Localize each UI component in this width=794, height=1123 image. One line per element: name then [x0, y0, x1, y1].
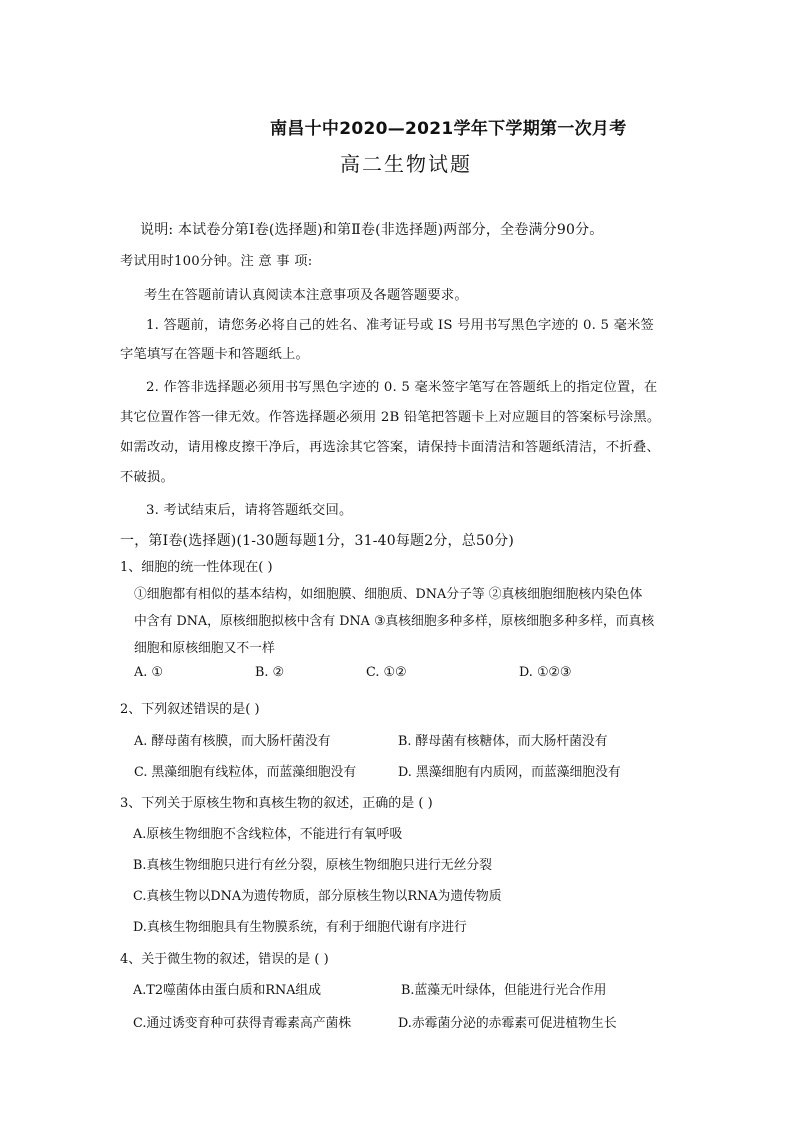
question-2-stem: 2、下列叙述错误的是( ) — [120, 702, 260, 717]
instruction-item1-line2: 字笔填写在答题卡和答题纸上。 — [120, 347, 309, 362]
instruction-item2-line2: 其它位置作答一律无效。作答选择题必须用 2B 铅笔把答题卡上对应题目的答案标号涂黑。 — [120, 410, 661, 425]
question-3-option-c: C.真核生物以DNA为遗传物质，部分原核生物以RNA为遗传物质 — [133, 889, 502, 904]
question-2-option-d: D. 黑藻细胞有内质网，而蓝藻细胞没有 — [398, 765, 621, 780]
instructions-line1: 说明: 本试卷分第Ⅰ卷(选择题)和第Ⅱ卷(非选择题)两部分，全卷满分90分。 — [140, 222, 604, 238]
question-1-option-c: C. ①② — [366, 665, 407, 680]
question-2-option-a: A. 酵母菌有核膜，而大肠杆菌没有 — [134, 734, 331, 749]
question-1-desc-line2: 中含有 DNA，原核细胞拟核中含有 DNA ③真核细胞多种多样，原核细胞多种多样，而真核 — [134, 614, 655, 629]
exam-title: 南昌十中2020—2021学年下学期第一次月考 — [270, 119, 627, 139]
instruction-item1-line1: 1. 答题前，请您务必将自己的姓名、准考证号或 IS 号用书写黑色字迹的 0. 5 毫米签 — [146, 318, 655, 333]
question-4-option-b: B.蓝藻无叶绿体，但能进行光合作用 — [401, 983, 607, 998]
question-3-option-d: D.真核生物细胞具有生物膜系统，有利于细胞代谢有序进行 — [133, 920, 467, 935]
section-heading: 一，第Ⅰ卷(选择题)(1-30题每题1分，31-40每题2分，总50分) — [120, 533, 515, 549]
exam-subtitle: 高二生物试题 — [340, 152, 472, 176]
instructions-line2: 考试用时100分钟。注 意 事 项: — [120, 254, 313, 269]
question-2-option-b: B. 酵母菌有核糖体，而大肠杆菌没有 — [398, 734, 608, 749]
question-2-option-c: C. 黑藻细胞有线粒体，而蓝藻细胞没有 — [134, 765, 357, 780]
question-4-stem: 4、关于微生物的叙述，错误的是 ( ) — [120, 952, 329, 967]
instruction-item3: 3. 考试结束后，请将答题纸交回。 — [146, 503, 353, 518]
instruction-item2-line4: 不破损。 — [120, 470, 174, 485]
question-1-option-d: D. ①②③ — [519, 665, 572, 680]
question-3-option-b: B.真核生物细胞只进行有丝分裂，原核生物细胞只进行无丝分裂 — [133, 858, 492, 873]
question-4-option-c: C.通过诱变育种可获得青霉素高产菌株 — [133, 1016, 352, 1031]
question-1-stem: 1、细胞的统一性体现在( ) — [120, 560, 273, 575]
instruction-item2-line3: 如需改动，请用橡皮擦干净后，再选涂其它答案，请保持卡面清洁和答题纸清洁，不折叠、 — [120, 440, 660, 455]
instructions-notice: 考生在答题前请认真阅读本注意事项及各题答题要求。 — [144, 288, 468, 303]
question-3-option-a: A.原核生物细胞不含线粒体，不能进行有氧呼吸 — [133, 827, 403, 842]
question-1-desc-line1: ①细胞都有相似的基本结构，如细胞膜、细胞质、DNA分子等 ②真核细胞细胞核内染色体 — [134, 587, 643, 602]
question-3-stem: 3、下列关于原核生物和真核生物的叙述，正确的是 ( ) — [120, 796, 433, 811]
question-1-option-b: B. ② — [255, 665, 285, 680]
question-1-option-a: A. ① — [134, 665, 163, 680]
instruction-item2-line1: 2. 作答非选择题必须用书写黑色字迹的 0. 5 毫米签字笔写在答题纸上的指定位置，在 — [146, 380, 658, 395]
question-4-option-a: A.T2噬菌体由蛋白质和RNA组成 — [133, 983, 322, 998]
question-4-option-d: D.赤霉菌分泌的赤霉素可促进植物生长 — [398, 1016, 617, 1031]
question-1-desc-line3: 细胞和原核细胞又不一样 — [134, 641, 275, 656]
